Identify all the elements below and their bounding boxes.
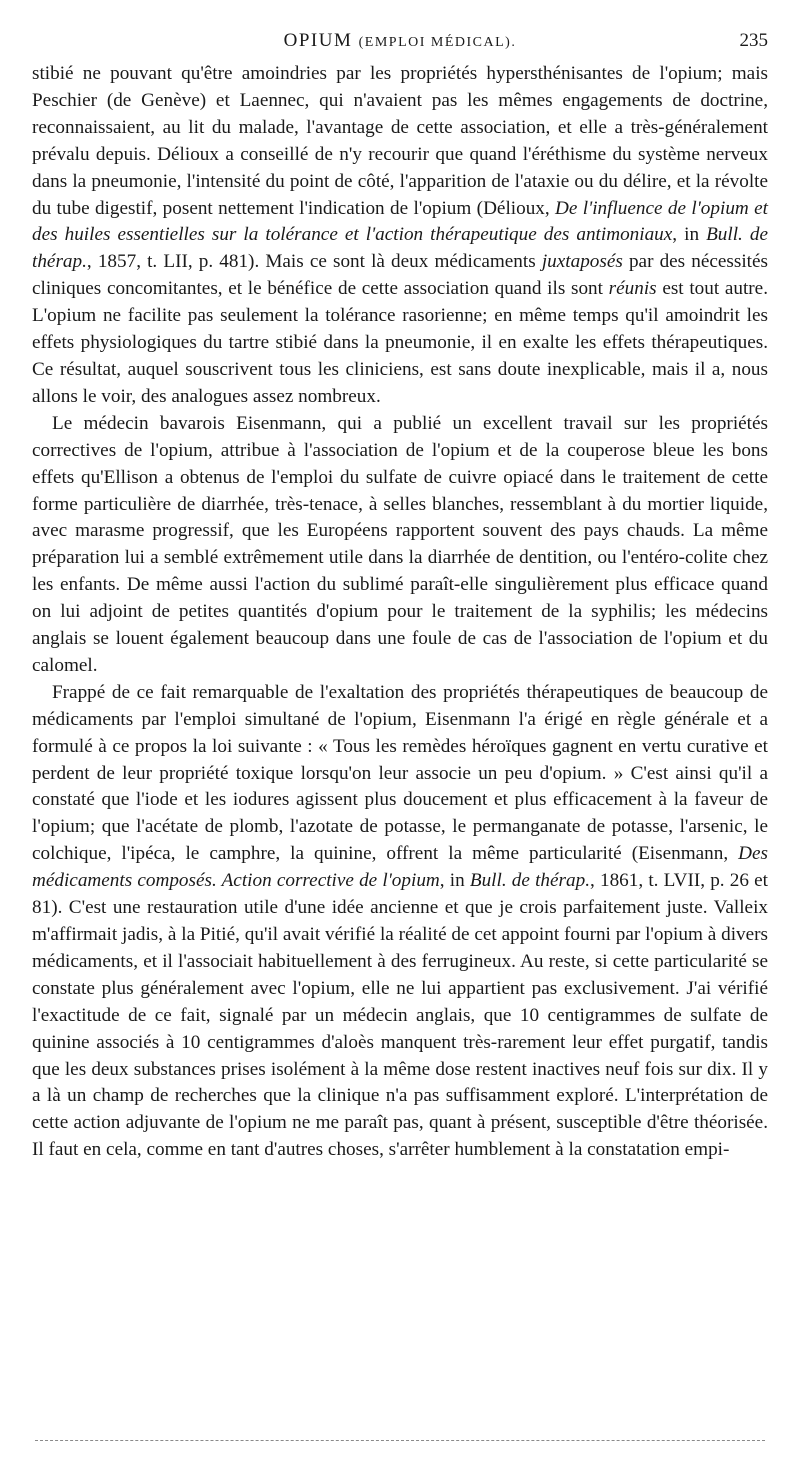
body-text [32, 61, 768, 1164]
text-run: , 1857, t. LII, p. 481). Mais ce sont là deux médicaments [86, 251, 542, 273]
text-run: , in [672, 224, 707, 246]
paragraph [32, 411, 768, 680]
italic-text: Bull. de thérap. [32, 224, 768, 273]
text-run: , 1861, t. LVII, p. 26 et 81). C'est une restauration utile d'une idée ancienne et que je crois parfaitement juste. Valleix m'affirmait jadis, à la Pitié, qu'il avait vérifié la réalité de cet appoint fourni par l'opium à divers médicaments, et il l'associait habituellement à des ferrugineux. Au reste, si cette particularité se constate plus généralement avec l'opium, elle ne lui appartient pas exclusivement. J'ai vérifié l'exactitude de ce fait, signalé par un médecin anglais, que 10 centigrammes de sulfate de quinine associés à 10 centigrammes d'aloès manquent très-rarement leur effet purgatif, tandis que les deux substances prises isolément à la même dose restent inactives neuf fois sur dix. Il y a là un champ de recherches que la clinique n'a pas suffisamment exploré. L'interprétation de cette action adjuvante de l'opium ne me paraît pas, quant à présent, susceptible d'être théorisée. Il faut en cela, comme en tant d'autres choses, s'arrêter humblement à la constatation empi- [32, 870, 768, 1161]
header-title: OPIUM [283, 30, 353, 51]
italic-text: Bull. de thérap. [469, 870, 590, 892]
text-run: Le médecin bavarois Eisenmann, qui a publié un excellent travail sur les propriétés correctives de l'opium, attribue à l'association de l'opium et de la couperose bleue les bons effets qu'Ellison a obtenus de l'emploi du sulfate de cuivre opiacé dans le traitement de cette forme particulière de diarrhée, très-tenace, à selles blanches, ressemblant à du mortier liquide, avec marasme progressif, que les Européens rapportent souvent des pays chauds. La même préparation lui a semblé extrêmement utile dans la diarrhée de dentition, ou l'entéro-colite chez les enfants. De même aussi l'action du sublimé paraît-elle singulièrement plus efficace quand on lui adjoint de petites quantités d'opium pour le traitement de la syphilis; les médecins anglais se louent également beaucoup dans une foule de cas de l'association de l'opium et du calomel. [32, 412, 768, 676]
text-run: , in [439, 870, 470, 892]
page-number: 235 [739, 30, 768, 51]
italic-text: juxtaposés [541, 251, 623, 273]
paragraph [32, 680, 768, 1164]
italic-text: Des médicaments composés. Action corrective de l'opium [32, 843, 768, 892]
running-header [32, 30, 768, 56]
running-title [32, 30, 768, 52]
paragraph [32, 61, 768, 411]
italic-text: réunis [608, 278, 657, 300]
text-run: Frappé de ce fait remarquable de l'exaltation des propriétés thérapeutiques de beaucoup de médicaments par l'emploi simultané de l'opium, Eisenmann l'a érigé en règle générale et a formulé à ce propos la loi suivante : « Tous les remèdes héroïques gagnent en vertu curative et perdent de leur propriété toxique lorsqu'on leur associe un peu d'opium. » C'est ainsi qu'il a constaté que l'iode et les iodures agissent plus doucement et plus efficacement à la faveur de l'opium; que l'acétate de plomb, l'azotate de potasse, le permanganate de potasse, l'arsenic, le colchique, l'ipéca, le camphre, la quinine, offrent la même particularité (Eisenmann, [32, 681, 768, 865]
text-run: par des nécessités cliniques concomitantes, et le bénéfice de cette association quand ils sont [32, 251, 768, 300]
italic-text: De l'influence de l'opium et des huiles essentielles sur la tolérance et l'action thérapeutique des antimoniaux [32, 197, 768, 246]
text-run: est tout autre. L'opium ne facilite pas seulement la tolérance rasorienne; en même temps qu'il amoindrit les effets physiologiques du tartre stibié dans la pneumonie, il en exalte les effets thérapeutiques. Ce résultat, auquel souscrivent tous les cliniciens, est sans doute inexplicable, mais il a, nous allons le voir, des analogues assez nombreux. [32, 278, 768, 407]
footer-rule [35, 1440, 765, 1441]
text-run: stibié ne pouvant qu'être amoindries par les propriétés hypersthénisantes de l'opium; mais Peschier (de Genève) et Laennec, qui n'avaient pas les mêmes engagements de doctrine, reconnaissaient, au lit du malade, l'avantage de cette association, et elle a très-généralement prévalu depuis. Délioux a conseillé de n'y recourir que quand l'éréthisme du système nerveux dans la pneumonie, l'intensité du point de côté, l'apparition de l'ataxie ou du délire, et la révolte du tube digestif, posent nettement l'indication de l'opium (Délioux, [32, 63, 768, 219]
header-subtitle: (EMPLOI MÉDICAL). [358, 35, 517, 50]
